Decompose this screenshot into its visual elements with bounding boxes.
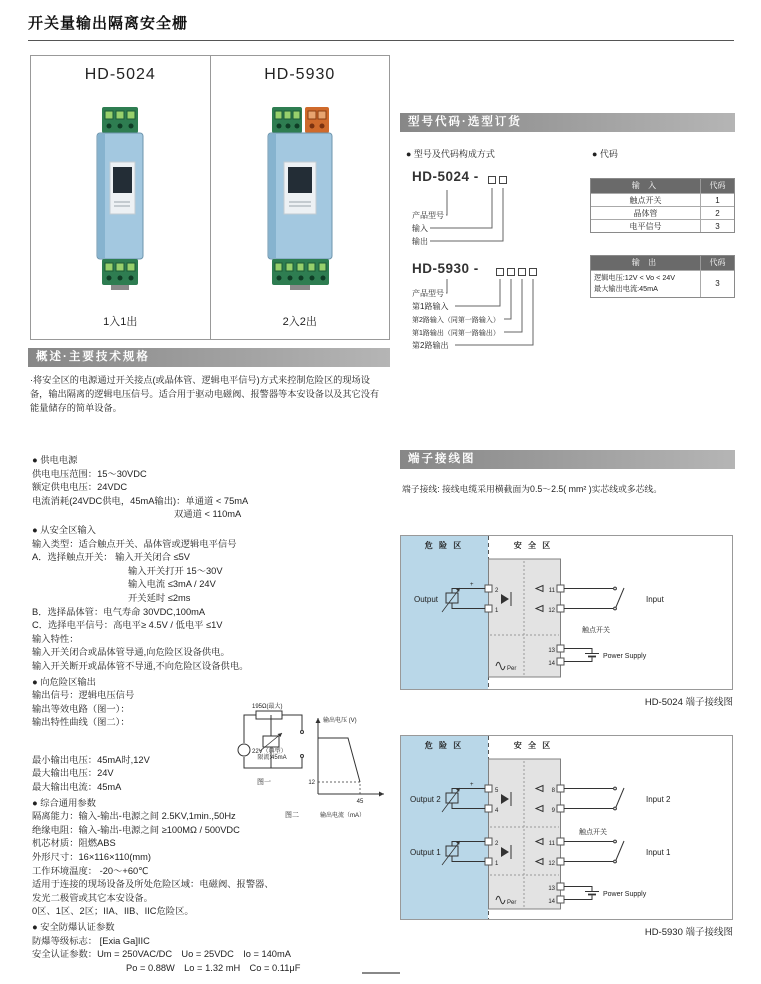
overview-intro: ·将安全区的电源通过开关接点(或晶体管、逻辑电平信号)方式来控制危险区的现场设备，输出隔离的逻辑电压信号。适合用于驱动电磁阀、报警器等本安设备以及其它没有能量储存的简单设备。 [30,375,380,413]
product-model: HD-5024 [84,66,156,83]
output1-label: Output 1 [410,848,441,857]
output-curve-figure [316,718,385,797]
cell [591,271,700,297]
model2-label-out1: 第1路输出（同第一路输出） [412,330,500,337]
spec-line: 双通道 < 110mA [174,509,242,520]
model2-label-in1: 第1路输入 [412,302,449,311]
power-supply-label: Power Supply [603,653,647,660]
spec-line: C．选择电平信号：高电平≥ 4.5V / 低电平 ≤1V [32,620,223,631]
page-title: 开关量输出隔离安全栅 [28,15,189,32]
spec-line: ● 从安全区输入 [32,524,96,535]
cell: 晶体管 [633,209,658,218]
code-box [518,268,526,276]
product-col-hd5024 [31,56,210,339]
model1-label-input: 输入 [412,224,428,233]
input-table-header: 输 入 [631,181,660,190]
fig1-limit-label: 限流:45mA [257,755,287,761]
spec-line: 电流消耗(24VDC供电，45mA输出)：单通道 < 75mA [32,495,249,506]
spec-line: 适用于连接的现场设备及所处危险区域：电磁阀、报警器、 [32,879,274,890]
input1-label: Input 1 [646,848,671,857]
cell: 电平信号 [629,222,662,231]
wiring-caption-hd5024: HD-5024 端子接线图 [644,697,733,708]
terminal-number: 9 [551,808,555,814]
code-box [488,176,496,184]
product-image-hd5024 [85,102,155,292]
section-header-ordering: 型号代码·选型订货 [400,113,735,132]
output-code-table [590,255,735,298]
terminal-number: 13 [548,886,555,892]
code-box [507,268,515,276]
spec-line: ● 综合通用参数 [32,797,96,808]
code-box [496,268,504,276]
spec-line: 输入电流 ≤3mA / 24V [128,579,216,590]
hazard-zone-label: 危 险 区 [424,541,464,550]
input-code-table [590,178,735,233]
spec-line: 输入类型：适合触点开关、晶体管或逻辑电平信号 [32,538,237,549]
model2-label-product: 产品型号 [412,289,444,298]
fig1-resistor-label: 195Ω(最大) [252,704,283,710]
bullet-code: ● 代码 [592,149,618,159]
output-table-header: 输 出 [631,258,660,267]
model2-label-out2: 第2路输出 [412,341,449,350]
polarity-plus: + [470,782,474,788]
bullet-model-compose: ● 型号及代码构成方式 [406,149,495,159]
table-row [591,193,734,206]
code-box [529,268,537,276]
fig2-ytick: 12 [308,780,315,786]
output2-label: Output 2 [410,795,441,804]
terminal-number: 1 [495,861,499,867]
terminal-number: 14 [548,661,555,667]
contact-switch-label: 触点开关 [579,829,607,836]
wiring-diagram-hd5930 [400,735,733,920]
terminal-number: 4 [495,808,499,814]
terminal-number: 5 [495,788,499,794]
wiring-diagram-hd5024 [400,535,733,690]
output-figures [232,700,392,824]
safe-zone-label: 安 全 区 [513,741,553,750]
fig1-source-label: 22V（典型） [252,749,287,755]
product-image-hd5930 [258,102,342,292]
spec-line: 输入开关断开或晶体管不导通,不向危险区设备供电。 [32,660,249,671]
cell: 触点开关 [629,196,662,205]
output-spec-line: 逻辑电压:12V < Vo < 24V [594,273,676,282]
cell: 2 [700,207,734,219]
terminal-number: 12 [548,608,555,614]
hazard-zone-label: 危 险 区 [424,741,464,750]
model-code-hd5930: HD-5930 - [412,261,479,276]
spec-line: 机芯材质：阻燃ABS [32,838,116,849]
spec-line: 工作环境温度： -20～+60℃ [32,865,149,876]
model1-code-lines [400,187,560,247]
contact-switch-label: 触点开关 [582,627,610,634]
wiring-note: 端子接线: 接线电缆采用横截面为0.5～2.5( mm² )实芯线或多芯线。 [402,484,663,494]
spec-line: 输出等效电路（图一）： [32,703,130,714]
input2-label: Input 2 [646,795,671,804]
spec-line: 额定供电电压：24VDC [32,482,128,493]
wiring-caption-hd5930: HD-5930 端子接线图 [644,927,733,938]
spec-line: 输入特性： [32,633,79,644]
output-spec-line: 最大输出电流:45mA [594,283,658,293]
spec-line: 供电电压范围：15～30VDC [32,468,147,479]
terminal-number: 1 [495,608,499,614]
product-io-label: 2入2出 [282,316,317,328]
cell: 1 [700,194,734,206]
spec-line: 隔离能力：输入-输出-电源之间 2.5KV,1min.,50Hz [32,811,236,822]
fig2-xtick: 45 [356,799,364,805]
cell: 3 [700,220,734,232]
fig2-ylabel: 输出电压 (V) [323,718,357,724]
section-header-wiring: 端子接线图 [400,450,735,469]
fig2-caption: 图二 [285,812,299,819]
spec-line: B．选择晶体管：电气寿命 30VDC,100mA [32,606,206,617]
terminal-number: 11 [548,588,555,594]
spec-line: 最小输出电压：45mA时,12V [32,754,150,765]
model-code-hd5024: HD-5024 - [412,169,479,184]
terminal-number: 14 [548,899,555,905]
model1-label-product: 产品型号 [412,211,444,220]
per-label: Per [507,900,517,906]
spec-line: 0区、1区、2区；IIA、IIB、IIC危险区。 [32,906,194,917]
table-row [591,270,734,297]
code-column-header: 代码 [700,256,734,270]
spec-line: 最大输出电压：24V [32,768,114,779]
product-col-hd5930 [210,56,390,339]
spec-line: Po = 0.88W Lo = 1.32 mH Co = 0.11μF [126,962,301,973]
terminal-number: 11 [548,841,555,847]
terminal-number: 12 [548,861,555,867]
terminal-number: 2 [495,588,499,594]
model2-label-in2: 第2路输入（同第一路输入） [412,317,500,324]
spec-line: 输出特性曲线（图二）： [32,717,130,728]
fig1-caption: 图一 [257,779,271,786]
spec-line: 防爆等级标志： [Exia Ga]IIC [32,935,150,946]
spec-line: 开关延时 ≤2ms [128,592,191,603]
code-column-header: 代码 [700,179,734,193]
spec-line: ● 向危险区输出 [32,676,96,687]
terminal-number: 2 [495,841,499,847]
ordering-section [400,113,735,447]
section-header-overview: 概述·主要技术规格 [28,348,390,367]
spec-line: A．选择触点开关： 输入开关闭合 ≤5V [32,552,190,563]
code-box [499,176,507,184]
safe-zone-label: 安 全 区 [513,541,553,550]
terminal-number: 8 [551,788,555,794]
title-rule [28,40,734,41]
spec-line: ● 供电电源 [32,455,78,465]
terminal-number: 13 [548,648,555,654]
output-label: Output [414,595,439,604]
spec-line: 输入开关闭合或晶体管导通,向危险区设备供电。 [32,647,230,658]
spec-line: 安全认证参数：Um = 250VAC/DC Uo = 25VDC Io = 140mA [32,949,291,960]
input-label: Input [646,595,664,604]
polarity-plus: + [470,582,474,588]
spec-line: 绝缘电阻：输入-输出-电源之间 ≥100MΩ / 500VDC [32,824,240,835]
fig2-xlabel: 输出电流（mA） [320,813,366,819]
spec-line: ● 安全防爆认证参数 [32,922,115,932]
model2-code-lines [400,279,570,353]
spec-line: 输出信号：逻辑电压信号 [32,690,135,701]
power-supply-label: Power Supply [603,891,647,898]
isolator-module [489,559,561,677]
hazard-zone [401,536,488,689]
product-table [30,55,390,340]
cell: 3 [700,271,734,297]
per-label: Per [507,666,517,672]
spec-line: 输入开关打开 15～30V [128,565,223,576]
page-footer-mark [362,972,400,974]
table-row [591,219,734,232]
spec-line: 发光二极管或其它本安设备。 [32,892,153,903]
product-io-label: 1入1出 [103,316,138,328]
table-row [591,206,734,219]
spec-line: 最大输出电流：45mA [32,782,122,793]
hazard-zone [401,736,488,919]
spec-line: 外形尺寸：16×116×110(mm) [32,852,152,863]
model1-label-output: 输出 [412,237,428,246]
product-model: HD-5930 [264,66,336,83]
